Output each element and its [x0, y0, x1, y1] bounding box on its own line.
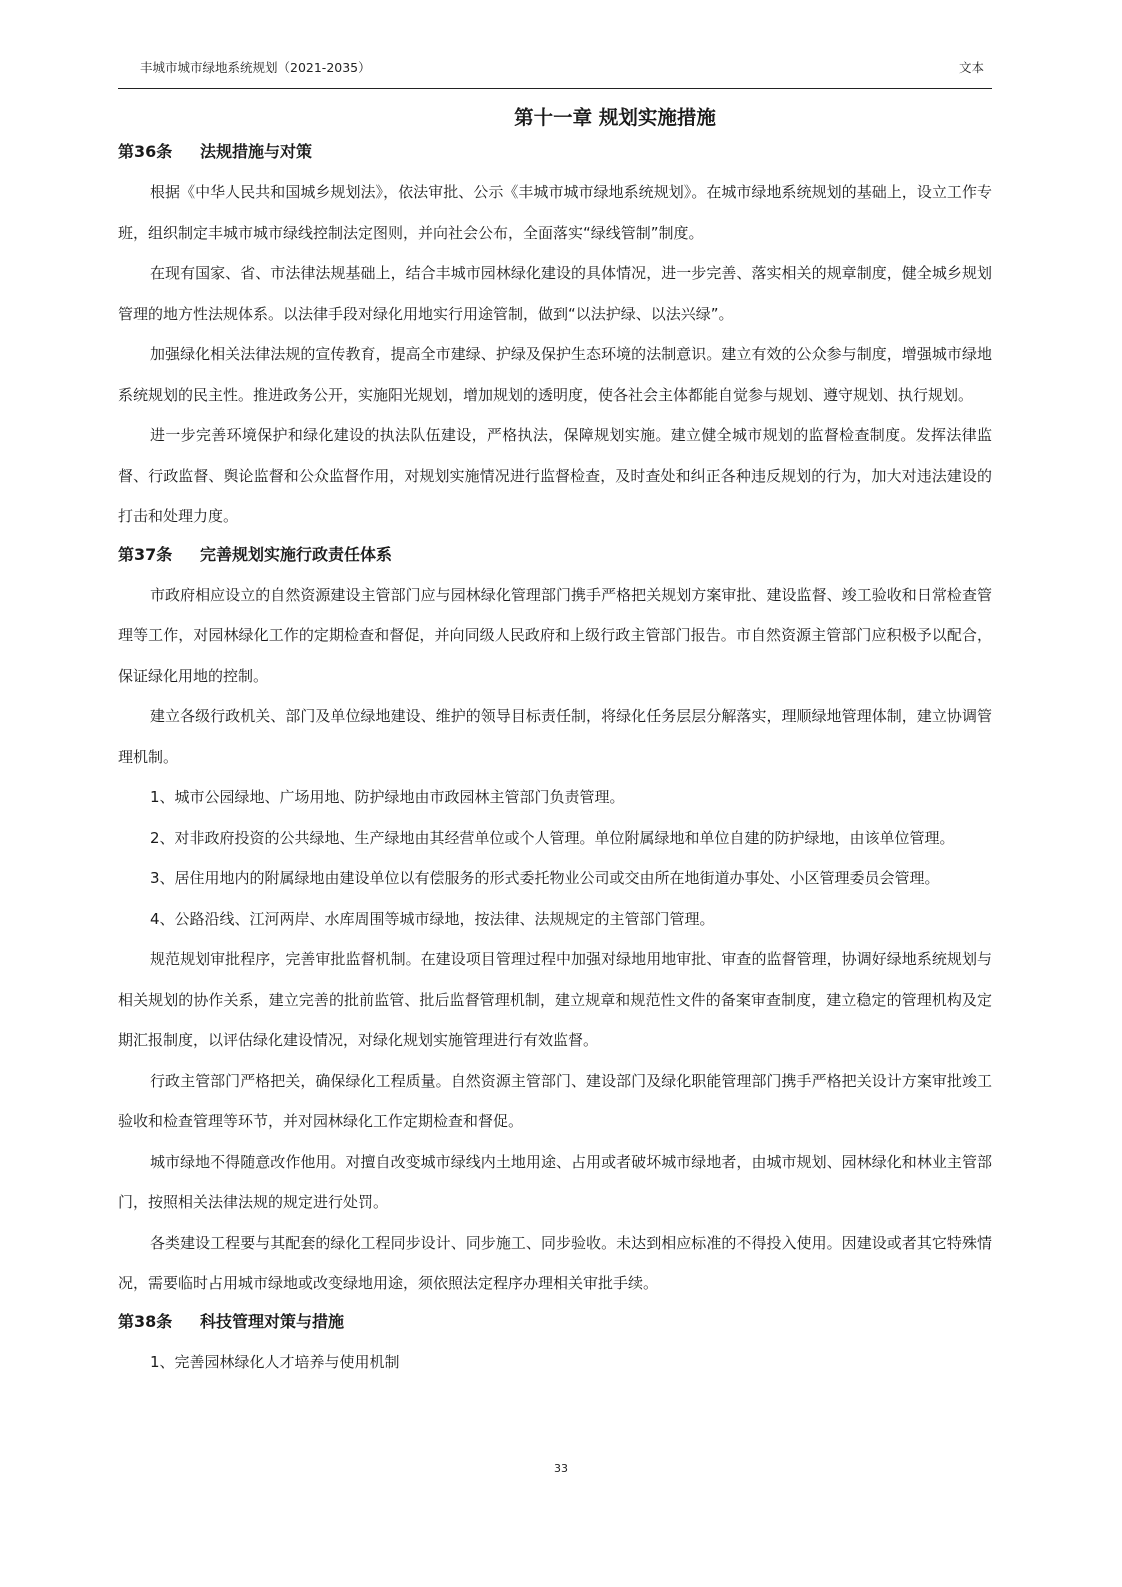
- page-header: [118, 58, 992, 76]
- article-number: 第38条: [118, 1311, 173, 1331]
- paragraph: 市政府相应设立的自然资源建设主管部门应与园林绿化管理部门携手严格把关规划方案审批、建设监督、竣工验收和日常检查管理等工作，对园林绿化工作的定期检查和督促，并向同级人民政府和上级行政主管部门报告。市自然资源主管部门应积极予以配合，保证绿化用地的控制。: [118, 585, 992, 685]
- article-heading: [118, 542, 992, 568]
- page-body: [118, 100, 992, 1382]
- article-heading: [118, 139, 992, 165]
- list-item: 1、完善园林绿化人才培养与使用机制: [150, 1352, 400, 1371]
- section-label: 文本: [958, 60, 984, 75]
- paragraph: 进一步完善环境保护和绿化建设的执法队伍建设，严格执法，保障规划实施。建立健全城市规划的监督检查制度。发挥法律监督、行政监督、舆论监督和公众监督作用，对规划实施情况进行监督检查，及时查处和纠正各种违反规划的行为，加大对违法建设的打击和处理力度。: [118, 426, 992, 525]
- article-title: 完善规划实施行政责任体系: [200, 544, 393, 564]
- page-number: 33: [554, 1462, 568, 1475]
- paragraph: 在现有国家、省、市法律法规基础上，结合丰城市园林绿化建设的具体情况，进一步完善、落实相关的规章制度，健全城乡规划管理的地方性法规体系。以法律手段对绿化用地实行用途管制，做到“以法护绿、以法兴绿”。: [118, 264, 992, 323]
- article-heading: [118, 1309, 992, 1335]
- list-item: 4、公路沿线、江河两岸、水库周围等城市绿地，按法律、法规规定的主管部门管理。: [150, 909, 715, 928]
- paragraph: 城市绿地不得随意改作他用。对擅自改变城市绿线内土地用途、占用或者破坏城市绿地者，由城市规划、园林绿化和林业主管部门，按照相关法律法规的规定进行处罚。: [118, 1152, 992, 1211]
- paragraph: 各类建设工程要与其配套的绿化工程同步设计、同步施工、同步验收。未达到相应标准的不得投入使用。因建设或者其它特殊情况，需要临时占用城市绿地或改变绿地用途，须依照法定程序办理相关审批手续。: [118, 1233, 992, 1292]
- article-title: 法规措施与对策: [200, 142, 313, 161]
- article-number: 第36条: [118, 142, 173, 161]
- paragraph: 规范规划审批程序，完善审批监督机制。在建设项目管理过程中加强对绿地用地审批、审查的监督管理，协调好绿地系统规划与相关规划的协作关系，建立完善的批前监管、批后监督管理机制，建立规章和规范性文件的备案审查制度，建立稳定的管理机构及定期汇报制度，以评估绿化建设情况，对绿化规划实施管理进行有效监督。: [118, 950, 992, 1049]
- list-item: 2、对非政府投资的公共绿地、生产绿地由其经营单位或个人管理。单位附属绿地和单位自建的防护绿地，由该单位管理。: [150, 828, 955, 847]
- list-item: 1、城市公园绿地、广场用地、防护绿地由市政园林主管部门负责管理。: [150, 788, 625, 806]
- list-item: 3、居住用地内的附属绿地由建设单位以有偿服务的形式委托物业公司或交由所在地街道办事处、小区管理委员会管理。: [150, 869, 940, 887]
- article-title: 科技管理对策与措施: [200, 1311, 345, 1331]
- paragraph: 加强绿化相关法律法规的宣传教育，提高全市建绿、护绿及保护生态环境的法制意识。建立有效的公众参与制度，增强城市绿地系统规划的民主性。推进政务公开，实施阳光规划，增加规划的透明度，使各社会主体都能自觉参与规划、遵守规划、执行规划。: [118, 345, 992, 404]
- article-number: 第37条: [118, 544, 173, 564]
- paragraph: 根据《中华人民共和国城乡规划法》，依法审批、公示《丰城市城市绿地系统规划》。在城市绿地系统规划的基础上，设立工作专班，组织制定丰城市城市绿线控制法定图则，并向社会公布，全面落实“绿线管制”制度。: [118, 183, 992, 242]
- paragraph: 建立各级行政机关、部门及单位绿地建设、维护的领导目标责任制，将绿化任务层层分解落实，理顺绿地管理体制，建立协调管理机制。: [118, 707, 992, 766]
- header-divider: [118, 88, 992, 89]
- document-title: 丰城市城市绿地系统规划（2021-2035）: [140, 60, 371, 75]
- chapter-title: 第十一章 规划实施措施: [514, 106, 716, 129]
- paragraph: 行政主管部门严格把关，确保绿化工程质量。自然资源主管部门、建设部门及绿化职能管理部门携手严格把关设计方案审批竣工验收和检查管理等环节，并对园林绿化工作定期检查和督促。: [118, 1071, 992, 1130]
